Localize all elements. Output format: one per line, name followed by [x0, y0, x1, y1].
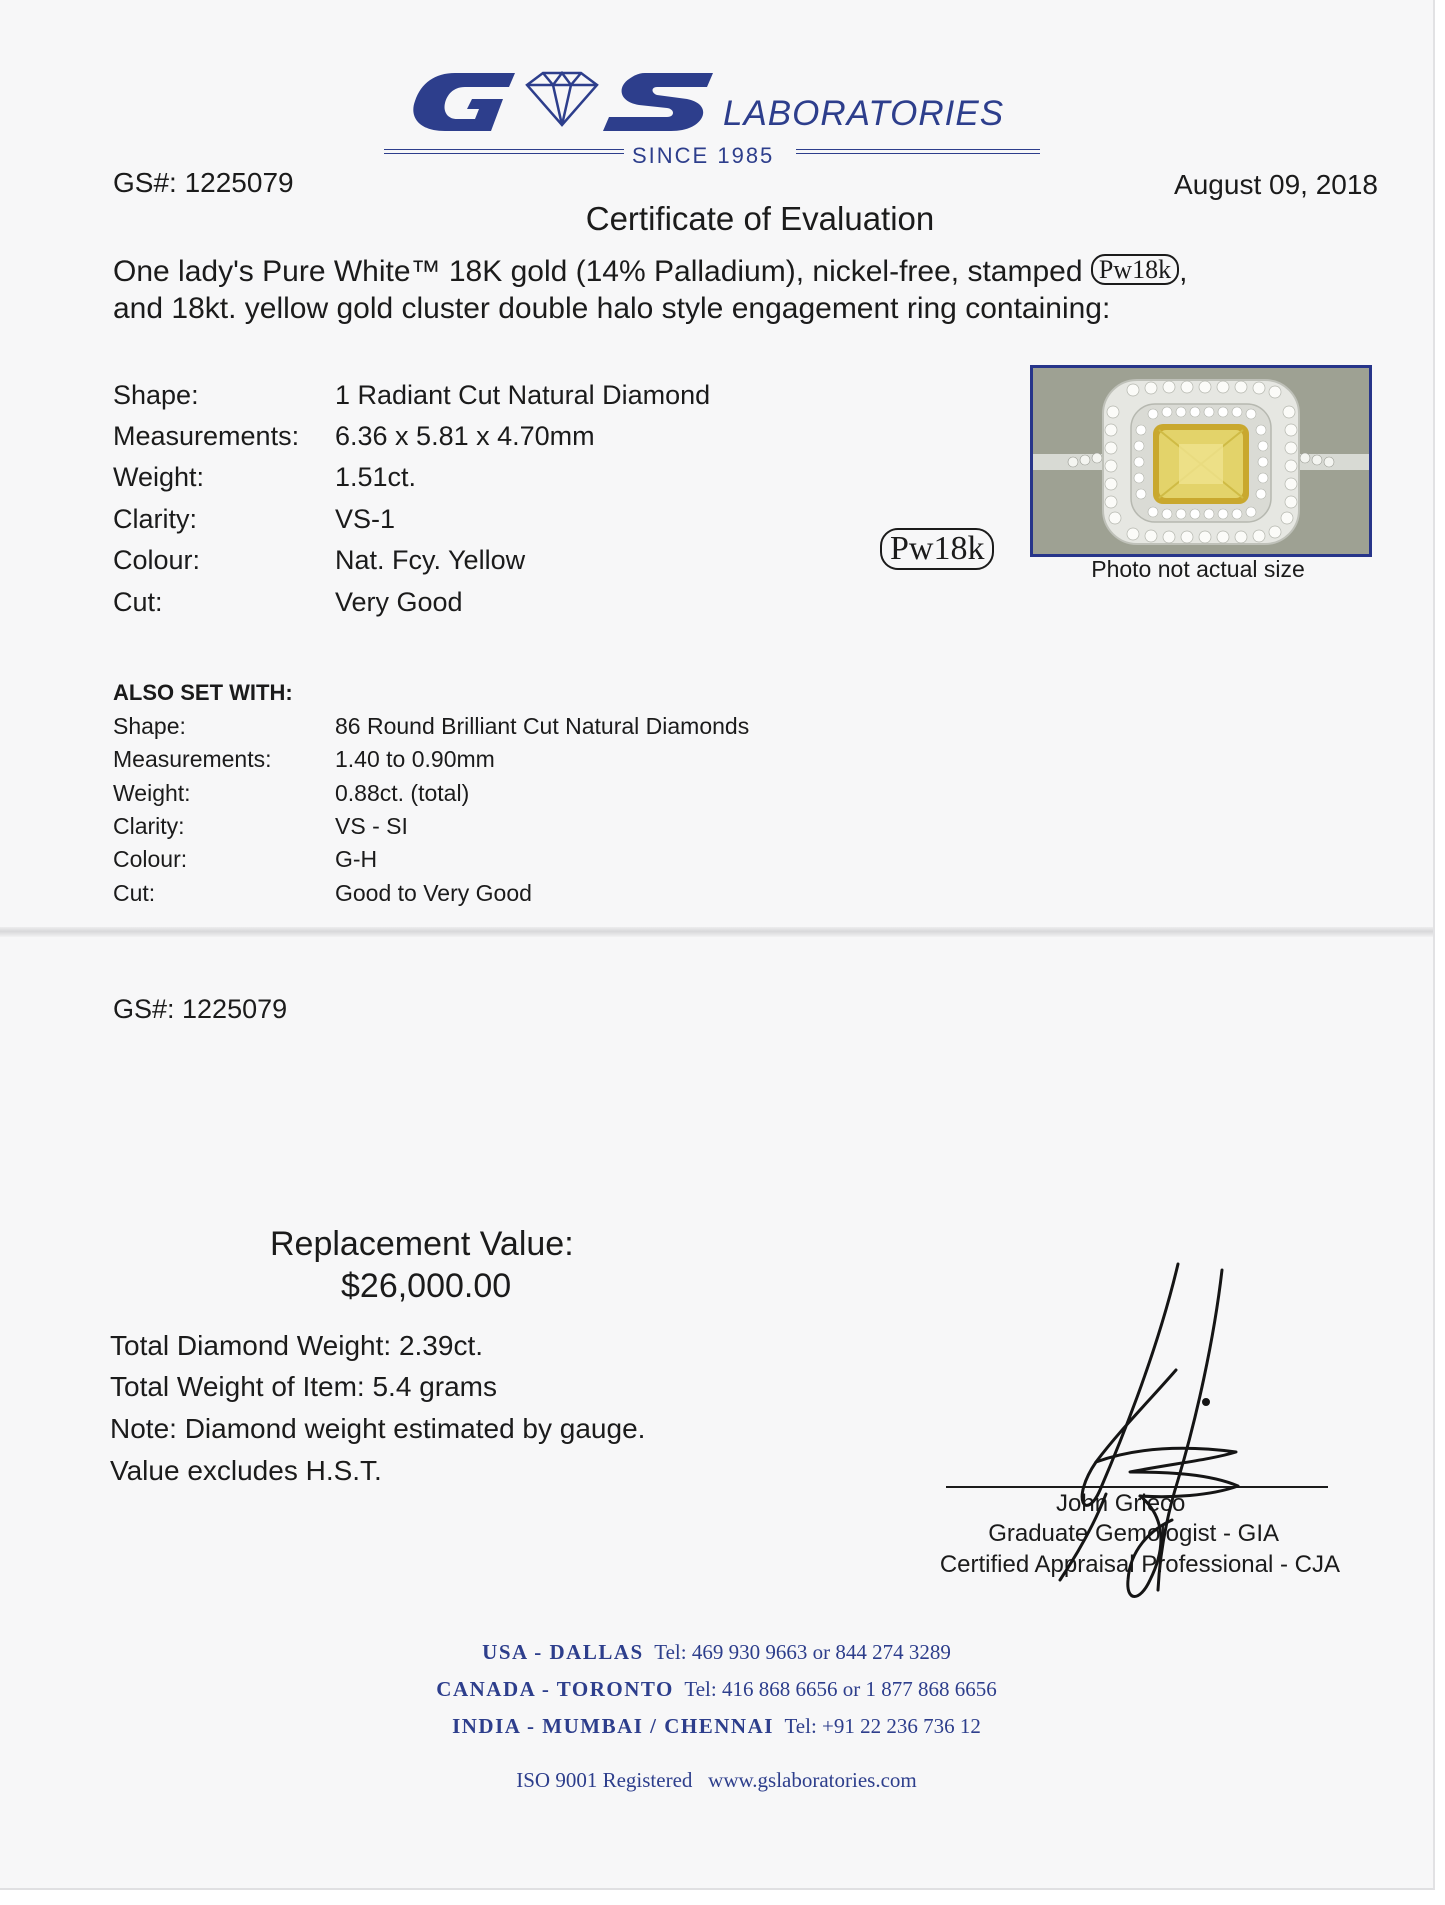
since-rule-right [796, 149, 1040, 154]
side-clarity-label: Clarity: [113, 813, 185, 839]
contact-india [0, 1714, 1433, 1739]
side-cut-value: Good to Very Good [335, 880, 532, 906]
ring-illustration [1033, 368, 1369, 554]
description-text: One lady's Pure White™ 18K gold (14% Palladium), nickel-free, stamped [113, 255, 1091, 288]
gs-number-lower: GS#: 1225079 [113, 994, 288, 1024]
ring-photo [1030, 365, 1372, 557]
pw18k-stamp-large: Pw18k [880, 528, 994, 570]
side-colour-label: Colour: [113, 846, 188, 872]
side-weight-value: 0.88ct. (total) [335, 780, 470, 806]
side-clarity-value: VS - SI [335, 813, 408, 839]
contact-usa-location: USA - DALLAS [482, 1640, 644, 1664]
replacement-value: $26,000.00 [341, 1267, 512, 1305]
replacement-value-label: Replacement Value: [270, 1225, 574, 1263]
weight-note: Note: Diamond weight estimated by gauge. [110, 1413, 646, 1444]
paper-fold [0, 927, 1433, 937]
signer-title-gia: Graduate Gemologist - GIA [988, 1520, 1279, 1547]
main-shape-value: 1 Radiant Cut Natural Diamond [335, 380, 711, 410]
side-cut-label: Cut: [113, 880, 156, 906]
description-line-1 [113, 254, 1187, 289]
since-rule-left [384, 149, 624, 154]
signer-title-cja: Certified Appraisal Professional - CJA [939, 1551, 1340, 1578]
description-comma: , [1179, 255, 1188, 288]
contact-india-location: INDIA - MUMBAI / CHENNAI [452, 1714, 774, 1738]
side-weight-label: Weight: [113, 780, 191, 806]
contact-canada-location: CANADA - TORONTO [436, 1677, 674, 1701]
total-diamond-weight: Total Diamond Weight: 2.39ct. [110, 1330, 484, 1361]
main-weight-label: Weight: [113, 462, 205, 492]
gs-number: GS#: 1225079 [113, 167, 294, 198]
total-item-weight: Total Weight of Item: 5.4 grams [110, 1371, 497, 1402]
main-shape-label: Shape: [113, 380, 199, 410]
side-shape-value: 86 Round Brilliant Cut Natural Diamonds [335, 713, 750, 739]
main-colour-label: Colour: [113, 545, 201, 575]
contact-canada [0, 1677, 1433, 1702]
side-measurements-value: 1.40 to 0.90mm [335, 746, 495, 772]
website-link[interactable]: www.gslaboratories.com [708, 1768, 917, 1792]
main-measurements-label: Measurements: [113, 421, 300, 451]
logo-since: SINCE 1985 [632, 143, 775, 168]
main-clarity-label: Clarity: [113, 504, 198, 534]
hst-note: Value excludes H.S.T. [110, 1455, 382, 1486]
main-cut-label: Cut: [113, 587, 163, 617]
main-measurements-value: 6.36 x 5.81 x 4.70mm [335, 421, 595, 451]
main-cut-value: Very Good [335, 587, 463, 617]
contact-india-tel: Tel: +91 22 236 736 12 [784, 1714, 981, 1738]
certificate-date: August 09, 2018 [1174, 169, 1378, 200]
main-weight-value: 1.51ct. [335, 462, 417, 492]
pw18k-stamp-small: Pw18k [1091, 254, 1179, 285]
contact-usa-tel: Tel: 469 930 9663 or 844 274 3289 [654, 1640, 951, 1664]
logo-laboratories-text: LABORATORIES [723, 94, 1005, 133]
handwritten-signature [1000, 1250, 1260, 1620]
side-shape-label: Shape: [113, 713, 186, 739]
contact-canada-tel: Tel: 416 868 6656 or 1 877 868 6656 [684, 1677, 997, 1701]
gs-logo-mark [395, 65, 715, 135]
main-colour-value: Nat. Fcy. Yellow [335, 545, 526, 575]
footer-line [0, 1768, 1433, 1793]
side-measurements-label: Measurements: [113, 746, 272, 772]
side-colour-value: G-H [335, 846, 378, 872]
signer-name: John Grieco [1056, 1490, 1186, 1517]
photo-caption: Photo not actual size [1091, 556, 1305, 582]
contact-usa [0, 1640, 1433, 1665]
iso-registration: ISO 9001 Registered [516, 1768, 693, 1792]
also-set-with-heading: ALSO SET WITH: [113, 680, 293, 705]
certificate-title: Certificate of Evaluation [585, 200, 935, 237]
main-clarity-value: VS-1 [335, 504, 396, 534]
description-line-2: and 18kt. yellow gold cluster double halo style engagement ring containing: [113, 292, 1111, 325]
